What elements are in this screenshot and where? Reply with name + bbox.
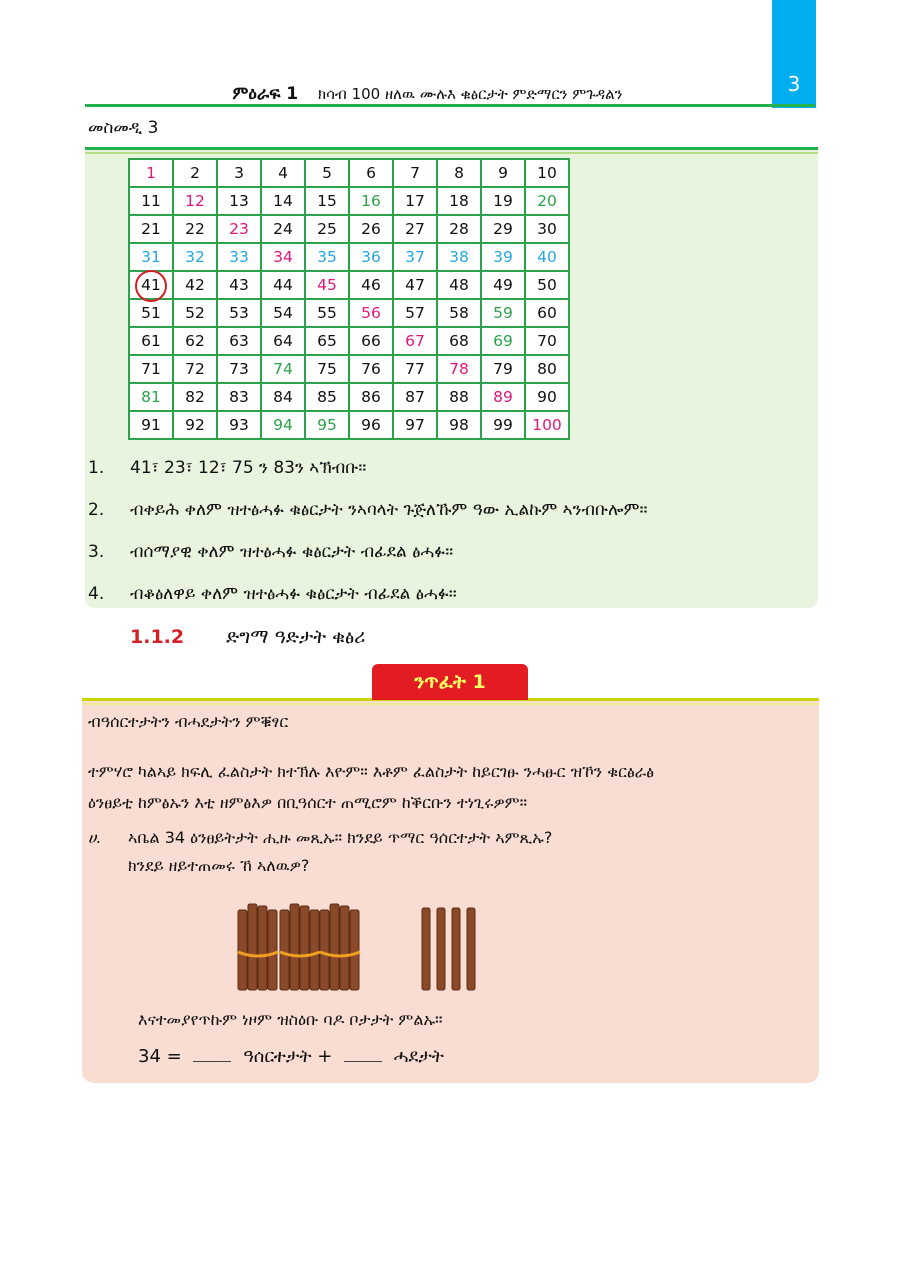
grid-cell: 34 [261, 243, 305, 271]
grid-cell: 50 [525, 271, 569, 299]
grid-cell: 74 [261, 355, 305, 383]
grid-cell: 41 [129, 271, 173, 299]
hundred-chart [128, 158, 570, 440]
question-text: ብቆፅለዋይ ቀለም ዝተፅሓፉ ቁፅርታት ብፊደል ፅሓፉ። [130, 584, 457, 604]
grid-cell: 72 [173, 355, 217, 383]
grid-cell: 55 [305, 299, 349, 327]
eq-left: 34 = [138, 1046, 182, 1067]
grid-cell: 75 [305, 355, 349, 383]
section-heading [130, 626, 365, 648]
grid-row [129, 411, 569, 439]
chapter-header [85, 84, 770, 104]
activity-intro-line-2: ዕንፀይቲ ከምፅኡን እቲ ዘምፅእዎ በቢዓሰርተ ጠሚሮም ከቕርቡን ተነጊሩዎም። [88, 793, 528, 812]
grid-cell: 86 [349, 383, 393, 411]
grid-cell: 15 [305, 187, 349, 215]
grid-cell: 37 [393, 243, 437, 271]
grid-cell: 13 [217, 187, 261, 215]
question-text: 41፣ 23፣ 12፣ 75 ን 83ን ኣኽብቡ። [130, 458, 367, 478]
grid-cell: 80 [525, 355, 569, 383]
question-number: 4. [88, 584, 105, 604]
grid-cell: 71 [129, 355, 173, 383]
question-2 [88, 500, 647, 520]
grid-cell: 49 [481, 271, 525, 299]
grid-cell: 68 [437, 327, 481, 355]
header-rule [85, 104, 815, 107]
grid-cell: 31 [129, 243, 173, 271]
question-text: ብቀይሕ ቀለም ዝተፅሓፉ ቁፅርታት ንኣባላት ጉጅለኹም ዓው ኢልኩም ኣንብቡሎም። [130, 500, 648, 520]
grid-cell: 62 [173, 327, 217, 355]
grid-cell: 36 [349, 243, 393, 271]
grid-cell: 4 [261, 159, 305, 187]
grid-cell: 42 [173, 271, 217, 299]
grid-cell: 66 [349, 327, 393, 355]
grid-cell: 45 [305, 271, 349, 299]
tens-bundle-3 [320, 904, 359, 990]
grid-cell: 19 [481, 187, 525, 215]
section-number: 1.1.2 [130, 626, 185, 648]
fill-prompt: እናተመያየጥኩም ነዞም ዝስዕቡ ባዶ ቦታታት ምልኡ። [138, 1010, 443, 1029]
grid-cell: 61 [129, 327, 173, 355]
chapter-label: ምዕራፍ 1 [232, 84, 299, 104]
grid-cell: 58 [437, 299, 481, 327]
grid-cell: 94 [261, 411, 305, 439]
grid-row [129, 299, 569, 327]
activity-subtitle: ብዓሰርተታትን ብሓደታትን ምቑፃር [88, 712, 289, 731]
grid-row [129, 215, 569, 243]
question-number: 2. [88, 500, 105, 520]
grid-cell: 16 [349, 187, 393, 215]
grid-cell: 22 [173, 215, 217, 243]
grid-cell: 12 [173, 187, 217, 215]
grid-cell: 89 [481, 383, 525, 411]
grid-cell: 10 [525, 159, 569, 187]
grid-cell: 52 [173, 299, 217, 327]
single-sticks [422, 908, 475, 990]
grid-cell: 32 [173, 243, 217, 271]
grid-cell: 48 [437, 271, 481, 299]
grid-cell: 40 [525, 243, 569, 271]
grid-cell: 43 [217, 271, 261, 299]
grid-cell: 30 [525, 215, 569, 243]
question-3 [88, 542, 453, 562]
grid-cell: 54 [261, 299, 305, 327]
question-text: ብሰማያዊ ቀለም ዝተፅሓፉ ቁፅርታት ብፊደል ፅሓፉ። [130, 542, 454, 562]
grid-cell: 18 [437, 187, 481, 215]
grid-cell: 96 [349, 411, 393, 439]
item-label: ሀ. [88, 828, 102, 847]
item-line-1: ኣቤል 34 ዕንፀይትታት ሒዙ መጺኡ። ክንደይ ጥማር ዓሰርተታት ኣምጺኡ? [128, 828, 553, 847]
grid-cell: 85 [305, 383, 349, 411]
grid-cell: 23 [217, 215, 261, 243]
sticks-illustration [232, 896, 512, 996]
grid-cell: 8 [437, 159, 481, 187]
grid-cell: 11 [129, 187, 173, 215]
grid-cell: 84 [261, 383, 305, 411]
grid-cell: 91 [129, 411, 173, 439]
grid-cell: 51 [129, 299, 173, 327]
grid-cell: 46 [349, 271, 393, 299]
question-number: 1. [88, 458, 105, 478]
grid-cell: 20 [525, 187, 569, 215]
grid-cell: 87 [393, 383, 437, 411]
grid-cell: 97 [393, 411, 437, 439]
question-4 [88, 584, 457, 604]
grid-cell: 5 [305, 159, 349, 187]
grid-cell: 53 [217, 299, 261, 327]
grid-cell: 38 [437, 243, 481, 271]
tens-blank[interactable] [193, 1061, 231, 1062]
example-label: መስመዲ 3 [88, 118, 159, 138]
eq-ones-label: ሓደታት [393, 1046, 444, 1067]
grid-cell: 3 [217, 159, 261, 187]
tens-bundle-2 [280, 904, 319, 990]
grid-cell: 2 [173, 159, 217, 187]
grid-cell: 100 [525, 411, 569, 439]
grid-cell: 73 [217, 355, 261, 383]
grid-cell: 56 [349, 299, 393, 327]
grid-cell: 27 [393, 215, 437, 243]
grid-cell: 81 [129, 383, 173, 411]
grid-cell: 83 [217, 383, 261, 411]
chapter-title: ክሳብ 100 ዘለዉ ሙሉእ ቁፅርታት ምድማርን ምጉዳልን [318, 85, 623, 103]
grid-cell: 35 [305, 243, 349, 271]
grid-cell: 99 [481, 411, 525, 439]
grid-cell: 82 [173, 383, 217, 411]
page-number: 3 [787, 72, 801, 96]
item-line-2: ክንደይ ዘይተጠመሩ ኸ ኣለዉዎ? [128, 856, 310, 875]
tens-bundle-1 [238, 904, 277, 990]
grid-cell: 9 [481, 159, 525, 187]
ones-blank[interactable] [344, 1061, 382, 1062]
grid-cell: 95 [305, 411, 349, 439]
grid-cell: 92 [173, 411, 217, 439]
grid-cell: 90 [525, 383, 569, 411]
grid-cell: 33 [217, 243, 261, 271]
grid-cell: 59 [481, 299, 525, 327]
grid-cell: 70 [525, 327, 569, 355]
grid-row [129, 243, 569, 271]
question-1 [88, 458, 366, 478]
grid-row [129, 327, 569, 355]
grid-row [129, 187, 569, 215]
activity-intro-line-1: ተምሃሮ ካልኣይ ክፍሊ ፈልስታት ክተኽሉ እዮም። እቶም ፈልስታት ከይርገፁ ንሓፁር ዝኾን ቁርፅራፅ [88, 762, 654, 781]
grid-cell: 17 [393, 187, 437, 215]
grid-cell: 44 [261, 271, 305, 299]
grid-cell: 77 [393, 355, 437, 383]
grid-cell: 98 [437, 411, 481, 439]
grid-cell: 7 [393, 159, 437, 187]
grid-cell: 29 [481, 215, 525, 243]
grid-row [129, 355, 569, 383]
grid-cell: 6 [349, 159, 393, 187]
grid-cell: 64 [261, 327, 305, 355]
grid-cell: 28 [437, 215, 481, 243]
grid-cell: 63 [217, 327, 261, 355]
grid-row [129, 271, 569, 299]
grid-cell: 25 [305, 215, 349, 243]
grid-cell: 67 [393, 327, 437, 355]
eq-tens-label: ዓሰርተታት + [243, 1046, 333, 1067]
grid-cell: 1 [129, 159, 173, 187]
grid-cell: 65 [305, 327, 349, 355]
grid-cell: 60 [525, 299, 569, 327]
grid-cell: 78 [437, 355, 481, 383]
grid-cell: 88 [437, 383, 481, 411]
activity-title: ንጥፈት 1 [372, 664, 528, 700]
grid-cell: 14 [261, 187, 305, 215]
question-number: 3. [88, 542, 105, 562]
section-title: ድግማ ዓድታት ቁፅሪ [226, 626, 366, 648]
grid-cell: 24 [261, 215, 305, 243]
grid-cell: 76 [349, 355, 393, 383]
grid-cell: 47 [393, 271, 437, 299]
grid-cell: 21 [129, 215, 173, 243]
grid-cell: 26 [349, 215, 393, 243]
grid-cell: 39 [481, 243, 525, 271]
grid-cell: 57 [393, 299, 437, 327]
grid-cell: 93 [217, 411, 261, 439]
activity-item [88, 828, 552, 848]
grid-cell: 79 [481, 355, 525, 383]
grid-row [129, 383, 569, 411]
grid-row [129, 159, 569, 187]
fill-equation [138, 1046, 444, 1067]
grid-cell: 69 [481, 327, 525, 355]
